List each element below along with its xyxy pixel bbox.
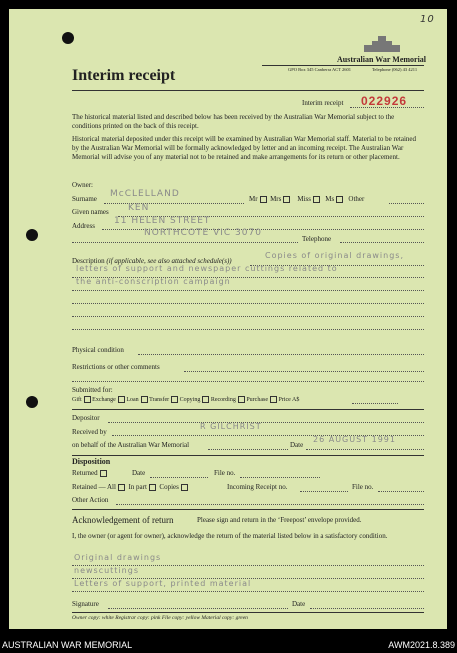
divider	[72, 90, 424, 91]
telephone-label: Telephone	[302, 235, 332, 243]
checkbox[interactable]	[260, 196, 267, 203]
title-options	[249, 195, 364, 203]
org-name: Australian War Memorial	[337, 55, 427, 64]
ack-line-2: newscuttings	[74, 566, 139, 575]
description-line-3: the anti-conscription campaign	[76, 277, 231, 286]
submitted-heading: Submitted for:	[72, 386, 113, 394]
checkbox[interactable]	[270, 396, 277, 403]
option-price: Price A$	[278, 396, 300, 403]
title-mr: Mr	[249, 195, 258, 203]
physical-condition-label: Physical condition	[72, 346, 124, 354]
divider	[72, 509, 424, 510]
option-loan: Loan	[126, 396, 139, 403]
surname-value: McCLELLAND	[110, 189, 180, 199]
checkbox[interactable]	[84, 396, 91, 403]
punch-hole	[62, 32, 74, 44]
checkbox[interactable]	[238, 396, 245, 403]
file-no-label: File no.	[352, 483, 374, 491]
option-purchase: Purchase	[246, 396, 269, 403]
receipt-label: Interim receipt	[302, 99, 344, 107]
divider	[72, 409, 424, 410]
page-number: 10	[420, 14, 435, 25]
address-line-2: NORTHCOTE VIC 3070	[144, 228, 262, 238]
address-label: Address	[72, 222, 95, 230]
checkbox[interactable]	[202, 396, 209, 403]
checkbox[interactable]	[283, 196, 290, 203]
org-address: GPO Box 345 Canberra ACT 2601	[288, 67, 352, 72]
option-copying: Copying	[179, 396, 201, 403]
checkbox[interactable]	[100, 470, 107, 477]
description-line-1: Copies of original drawings,	[265, 251, 405, 260]
received-by-label: Received by	[72, 428, 107, 436]
file-no-label: File no.	[214, 469, 236, 477]
intro-text: Historical material deposited under this receipt will be examined by Australian War Memorial staff. Material to be retained by the Australian War Memorial will be formally acknowledged by letter and an incoming receipt. The Australian War Memorial will advise you of any material not to be retained and make arrangements for its return or other placement.	[72, 135, 417, 161]
title-other: Other	[348, 195, 365, 203]
option-recording: Recording	[210, 396, 236, 403]
description-line-2: letters of support and newspaper cuttings related to	[76, 264, 338, 273]
divider	[72, 455, 424, 456]
signature-label: Signature	[72, 600, 99, 608]
restrictions-label: Restrictions or other comments	[72, 363, 160, 371]
surname-label: Surname	[72, 195, 97, 203]
checkbox[interactable]	[149, 484, 156, 491]
receipt-number: 022926	[361, 94, 408, 108]
checkbox[interactable]	[313, 196, 320, 203]
owner-heading: Owner:	[72, 181, 93, 189]
given-names-label: Given names	[72, 208, 109, 216]
divider	[262, 65, 424, 66]
checkbox[interactable]	[118, 396, 125, 403]
retained-options	[72, 483, 188, 491]
ack-heading: Acknowledgement of return	[72, 515, 174, 525]
footer-left: AUSTRALIAN WAR MEMORIAL	[2, 640, 133, 650]
returned-label	[72, 469, 107, 477]
title-miss: Miss	[297, 195, 311, 203]
received-date-label: Date	[290, 441, 304, 449]
address-line-1: 11 HELEN STREET	[114, 216, 211, 226]
retained-all: Retained — All	[72, 483, 116, 491]
option-transfer: Transfer	[149, 396, 170, 403]
ack-date-label: Date	[292, 600, 306, 608]
divider	[72, 612, 424, 613]
awm-logo-icon	[362, 33, 402, 53]
ack-body: I, the owner (or agent for owner), acknowledge the return of the material listed below in a satisfactory condition.	[72, 532, 388, 540]
page-title: Interim receipt	[72, 67, 176, 84]
punch-hole	[26, 229, 38, 241]
incoming-receipt-label: Incoming Receipt no.	[227, 483, 288, 491]
checkbox[interactable]	[181, 484, 188, 491]
checkbox[interactable]	[171, 396, 178, 403]
given-names-value: KEN	[128, 203, 150, 213]
disposition-heading: Disposition	[72, 457, 111, 466]
checkbox[interactable]	[118, 484, 125, 491]
title-ms: Ms	[325, 195, 335, 203]
checkbox[interactable]	[141, 396, 148, 403]
ack-instruction: Please sign and return in the ‘Freepost’ envelope provided.	[197, 516, 362, 524]
copies-legend: Owner copy: white Registrar copy: pink File copy: yellow Material copy: green	[72, 615, 248, 621]
retained-in-part: In part	[128, 483, 147, 491]
retained-copies: Copies	[159, 483, 179, 491]
checkbox[interactable]	[336, 196, 343, 203]
punch-hole	[26, 396, 38, 408]
depositor-label: Depositor	[72, 414, 100, 422]
title-mrs: Mrs	[270, 195, 282, 203]
submitted-options	[72, 396, 299, 403]
behalf-label: on behalf of the Australian War Memorial	[72, 441, 190, 449]
other-action-label: Other Action	[72, 496, 109, 504]
description-hint: (if applicable, see also attached schedule(s))	[106, 257, 232, 265]
description-label-text: Description	[72, 257, 105, 265]
intro-text: The historical material listed and described below has been received by the Australian War Memorial subject to the conditions printed on the back of this receipt.	[72, 113, 395, 130]
ack-line-1: Original drawings	[74, 553, 162, 562]
footer-right: AWM2021.8.389	[388, 640, 455, 650]
option-exchange: Exchange	[92, 396, 116, 403]
org-telephone: Telephone (062) 43 4211	[372, 67, 418, 72]
disposition-date-label: Date	[132, 469, 146, 477]
option-gift: Gift	[72, 396, 82, 403]
received-by-value: R GILCHRIST	[200, 422, 262, 431]
received-date-value: 26 AUGUST 1991	[313, 435, 396, 444]
returned-text: Returned	[72, 469, 98, 477]
ack-line-3: Letters of support, printed material	[74, 579, 252, 588]
